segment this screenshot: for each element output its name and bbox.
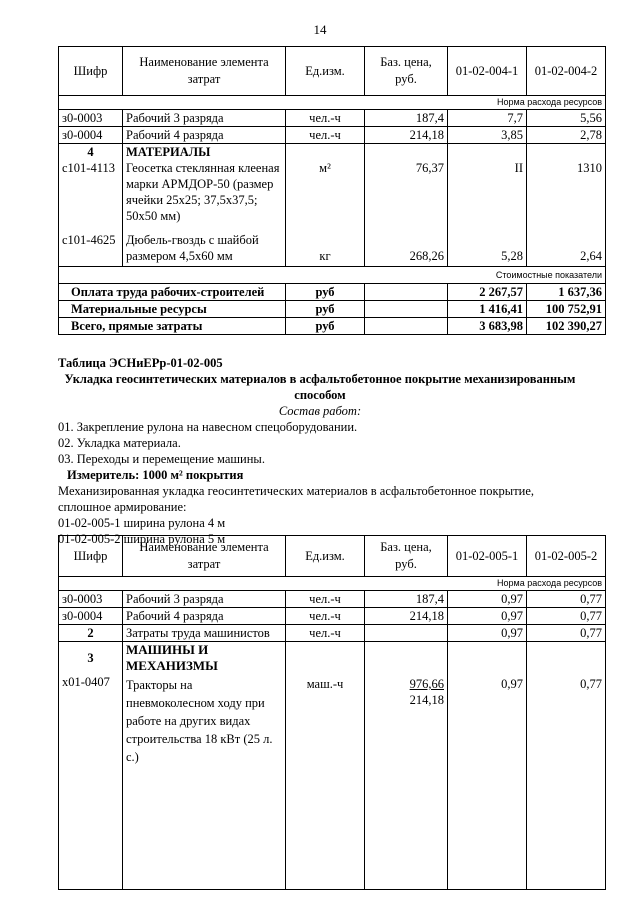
norm-label-row [59, 96, 606, 110]
work-item: 03. Переходы и перемещение машины. [58, 452, 265, 466]
row-value-2: 0,77 [580, 677, 602, 691]
machines-units [286, 642, 365, 890]
norm-label: Норма расхода ресурсов [59, 577, 606, 591]
row-code: с101-4113 [62, 161, 115, 175]
row-unit: м² [319, 161, 331, 175]
section-number: 4 [87, 145, 94, 159]
machines-values-1 [448, 642, 527, 890]
col-header-variant-1: 01-02-005-1 [448, 536, 527, 577]
description-line: Механизированная укладка геосинтетических материалов в асфальтобетонное покрытие, [58, 484, 535, 498]
total-row [59, 284, 606, 301]
row-unit: чел.-ч [286, 591, 365, 608]
row-price: 214,18 [365, 127, 448, 144]
resource-table-2 [58, 535, 606, 890]
norm-label: Норма расхода ресурсов [59, 96, 606, 110]
materials-values-2 [527, 144, 606, 267]
row-code: с101-4625 [62, 233, 116, 247]
row-value-2: 0,77 [527, 608, 606, 625]
row-name: Рабочий 3 разряда [123, 110, 286, 127]
total-value-1: 3 683,98 [448, 318, 527, 335]
row-price: 76,37 [415, 161, 444, 175]
col-header-price: Баз. цена, руб. [365, 47, 448, 96]
table-row [59, 591, 606, 608]
section-heading: Укладка геосинтетических материалов в асфальтобетонное покрытие механизированным способом [64, 372, 576, 402]
row-unit: чел.-ч [286, 608, 365, 625]
machines-section [59, 642, 606, 890]
total-empty [365, 301, 448, 318]
total-empty [365, 318, 448, 335]
materials-prices [365, 144, 448, 267]
row-code: з0-0004 [59, 608, 123, 625]
section-title: МЕХАНИЗМЫ [126, 658, 218, 673]
works-list [58, 419, 618, 467]
machines-values-2 [527, 642, 606, 890]
table-title: Таблица ЭСНиЕРр-01-02-005 [58, 356, 223, 370]
row-price: 214,18 [365, 608, 448, 625]
cost-label: Стоимостные показатели [59, 267, 606, 284]
row-price: 268,26 [409, 249, 444, 263]
row-value-2: 0,77 [527, 625, 606, 642]
row-value-2: 1310 [577, 161, 602, 175]
section-number: 3 [87, 651, 94, 665]
machines-prices [365, 642, 448, 890]
row-name: Дюбель-гвоздь с шайбой размером 4,5x60 мм [126, 233, 259, 263]
materials-values-1 [448, 144, 527, 267]
col-header-unit: Ед.изм. [286, 47, 365, 96]
row-unit: чел.-ч [286, 625, 365, 642]
total-unit: руб [286, 284, 365, 301]
row-code: з0-0003 [59, 591, 123, 608]
machines-codes [59, 642, 123, 890]
work-item: 02. Укладка материала. [58, 436, 181, 450]
materials-units [286, 144, 365, 267]
row-unit: чел.-ч [286, 110, 365, 127]
description-line: сплошное армирование: [58, 500, 187, 514]
row-unit: маш.-ч [306, 677, 344, 691]
table-header [59, 536, 606, 577]
total-name: Материальные ресурсы [59, 301, 286, 318]
row-name: Затраты труда машинистов [123, 625, 286, 642]
row-price: 187,4 [365, 591, 448, 608]
row-name: Геосетка стеклянная клееная марки АРМДОР-50 (размер ячейки 25x25; 37,5x37,5; 50x50 мм) [126, 161, 280, 223]
col-header-code: Шифр [59, 47, 123, 96]
row-value-1: 5,28 [501, 249, 523, 263]
row-name: Рабочий 3 разряда [123, 591, 286, 608]
total-empty [365, 284, 448, 301]
row-name: Рабочий 4 разряда [123, 127, 286, 144]
row-value-1: 0,97 [448, 591, 527, 608]
row-value-1: 7,7 [448, 110, 527, 127]
col-header-variant-2: 01-02-005-2 [527, 536, 606, 577]
col-header-variant-1: 01-02-004-1 [448, 47, 527, 96]
variant-line: 01-02-005-2 ширина рулона 5 м [58, 532, 226, 546]
row-value-1: 0,97 [448, 608, 527, 625]
total-row [59, 301, 606, 318]
table-row [59, 110, 606, 127]
composition-title: Состав работ: [278, 404, 362, 418]
section-title: МАШИНЫ И [126, 642, 209, 657]
machinist-labor-row [59, 625, 606, 642]
row-value-2: 2,78 [527, 127, 606, 144]
row-value-1: 0,97 [501, 677, 523, 691]
materials-section [59, 144, 606, 267]
total-value-1: 1 416,41 [448, 301, 527, 318]
total-value-1: 2 267,57 [448, 284, 527, 301]
norm-label-row [59, 577, 606, 591]
col-header-name: Наименование элемента затрат [123, 47, 286, 96]
total-value-2: 100 752,91 [527, 301, 606, 318]
materials-names [123, 144, 286, 267]
cost-label-row [59, 267, 606, 284]
total-unit: руб [286, 301, 365, 318]
resource-table-1 [58, 46, 606, 335]
row-price: 976,66 [409, 677, 444, 691]
row-price-secondary: 214,18 [409, 693, 444, 707]
total-name: Оплата труда рабочих-строителей [59, 284, 286, 301]
col-header-unit: Ед.изм. [286, 536, 365, 577]
row-unit: кг [319, 249, 331, 263]
row-price [365, 625, 448, 642]
table-row [59, 127, 606, 144]
col-header-code: Шифр [59, 536, 123, 577]
row-code: х01-0407 [62, 675, 110, 689]
row-value-1: II [514, 161, 523, 175]
row-name: Рабочий 4 разряда [123, 608, 286, 625]
row-value-2: 2,64 [580, 249, 602, 263]
row-name: Тракторы на пневмоколесном ходу при работе на других видах строительства 18 кВт (25 л. с.) [126, 678, 273, 764]
row-value-1: 0,97 [448, 625, 527, 642]
total-unit: руб [286, 318, 365, 335]
col-header-name: Наименование элемента затрат [123, 536, 286, 577]
meter-label: Измеритель: 1000 м² покрытия [67, 468, 244, 482]
row-value-2: 5,56 [527, 110, 606, 127]
table-header [59, 47, 606, 96]
section-title: МАТЕРИАЛЫ [126, 145, 211, 159]
row-value-2: 0,77 [527, 591, 606, 608]
total-row [59, 318, 606, 335]
variant-line: 01-02-005-1 ширина рулона 4 м [58, 516, 226, 530]
work-item: 01. Закрепление рулона на навесном спецоборудовании. [58, 420, 358, 434]
row-code: з0-0003 [59, 110, 123, 127]
row-price: 187,4 [365, 110, 448, 127]
table-row [59, 608, 606, 625]
total-value-2: 1 637,36 [527, 284, 606, 301]
machines-names [123, 642, 286, 890]
total-value-2: 102 390,27 [527, 318, 606, 335]
materials-codes [59, 144, 123, 267]
col-header-price: Баз. цена, руб. [365, 536, 448, 577]
row-value-1: 3,85 [448, 127, 527, 144]
row-code: з0-0004 [59, 127, 123, 144]
page-number: 14 [313, 22, 327, 37]
row-code: 2 [59, 625, 123, 642]
row-unit: чел.-ч [286, 127, 365, 144]
total-name: Всего, прямые затраты [59, 318, 286, 335]
col-header-variant-2: 01-02-004-2 [527, 47, 606, 96]
